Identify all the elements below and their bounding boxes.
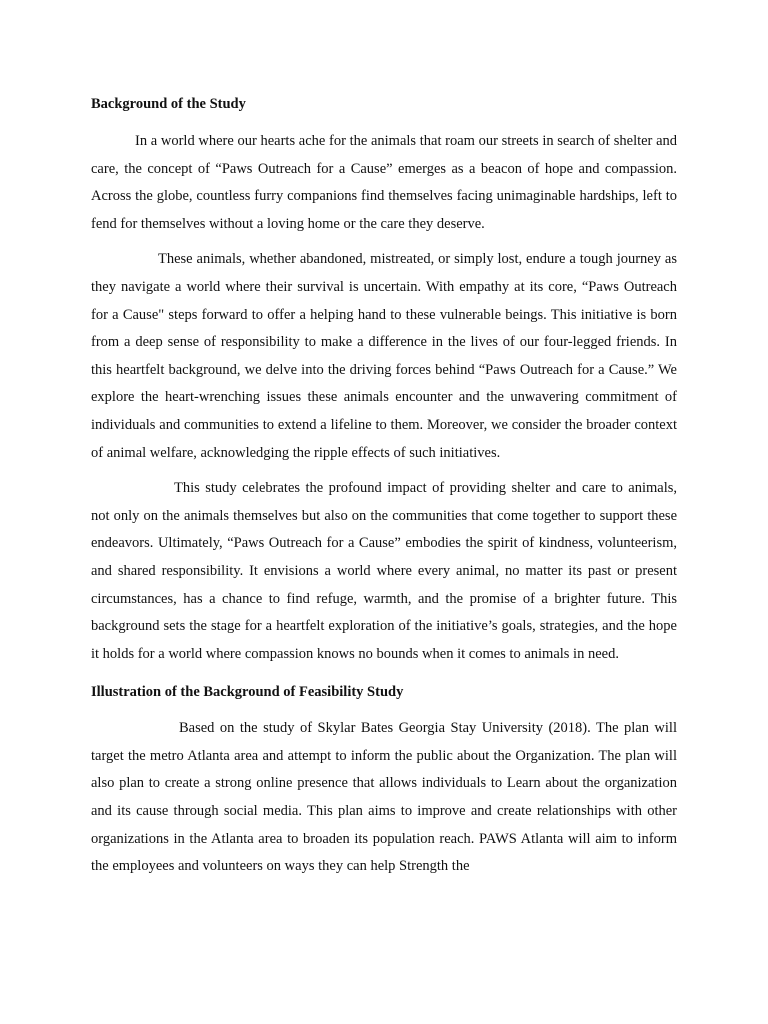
section-heading-background: Background of the Study [91, 96, 246, 112]
paragraph-4: Based on the study of Skylar Bates Georgia Stay University (2018). The plan will target the metro Atlanta area and attempt to inform the public about the Organization. The plan will also plan to create a strong online presence that allows individuals to Learn about the organization and its cause through social media. This plan aims to improve and create relationships with other organizations in the Atlanta area to broaden its population reach. PAWS Atlanta will aim to inform the employees and volunteers on ways they can help Strength the [91, 720, 677, 875]
paragraph-1: In a world where our hearts ache for the animals that roam our streets in search of shelter and care, the concept of “Paws Outreach for a Cause” emerges as a beacon of hope and compassion. Across the globe, countless furry companions find themselves facing unimaginable hardships, left to fend for themselves without a loving home or the care they deserve. [91, 133, 677, 232]
section-heading-feasibility: Illustration of the Background of Feasibility Study [91, 684, 404, 701]
paragraph-2: These animals, whether abandoned, mistreated, or simply lost, endure a tough journey as they navigate a world where their survival is uncertain. With empathy at its core, “Paws Outreach for a Cause" steps forward to offer a helping hand to these vulnerable beings. This initiative is born from a deep sense of responsibility to make a difference in the lives of our four-legged friends. In this heartfelt background, we delve into the driving forces behind “Paws Outreach for a Cause.” We explore the heart-wrenching issues these animals encounter and the unwavering commitment of individuals and communities to extend a lifeline to them. Moreover, we consider the broader context of animal welfare, acknowledging the ripple effects of such initiatives. [91, 251, 677, 461]
paragraph-3: This study celebrates the profound impact of providing shelter and care to animals, not only on the animals themselves but also on the communities that come together to support these endeavors. Ultimately, “Paws Outreach for a Cause” embodies the spirit of kindness, volunteerism, and shared responsibility. It envisions a world where every animal, no matter its past or present circumstances, has a chance to find refuge, warmth, and the promise of a brighter future. This background sets the stage for a heartfelt exploration of the initiative’s goals, strategies, and the hope it holds for a world where compassion knows no bounds when it comes to animals in need. [91, 480, 677, 662]
